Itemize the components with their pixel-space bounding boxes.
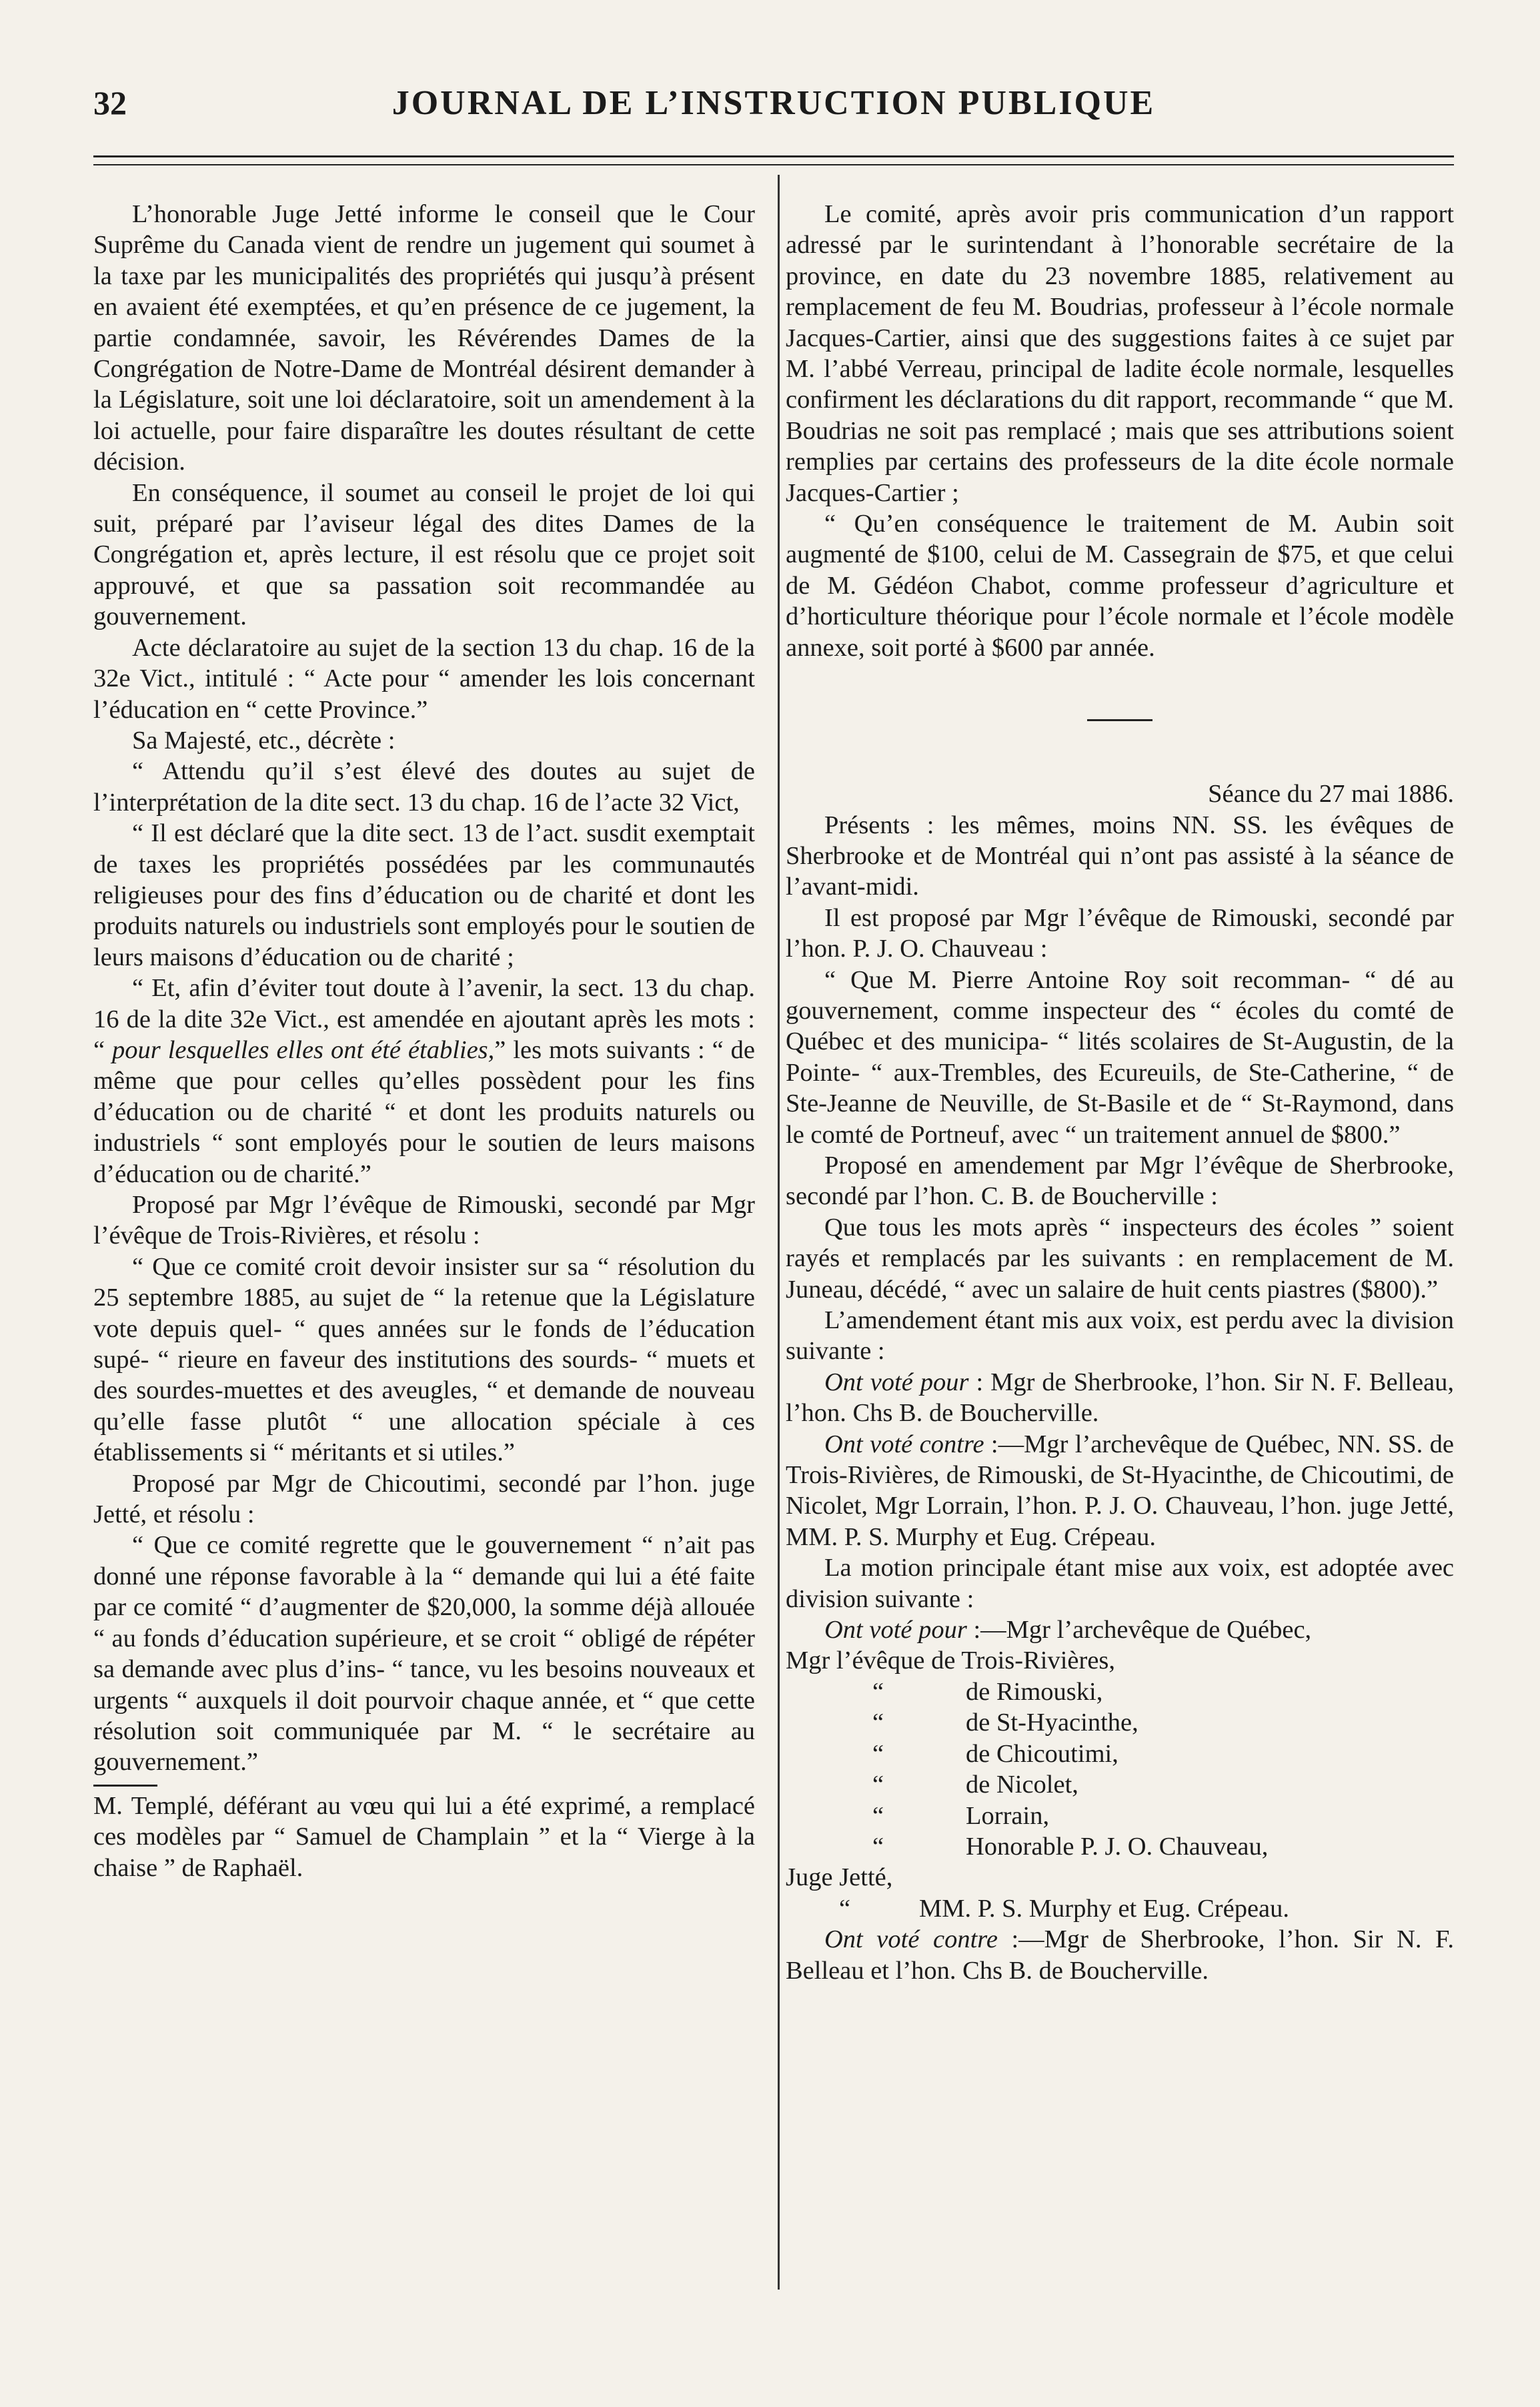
paragraph: “ Que ce comité regrette que le gouvernement “ n’ait pas donné une réponse favorable à la “ demande qui lui a été faite par ce comité “ d’augmenter de $20,000, la somme déjà allouée “ au fonds d’éducation supérieure, et se croit “ obligé de répéter sa demande avec plus d’ins- “ tance, vu les besoins nouveaux et urgents “ auxquels il doit pourvoir chaque année, et “ que cette résolution soit communiquée par M. “ le secrétaire au gouvernement.” — [93, 1531, 755, 1777]
paragraph: “ Il est déclaré que la dite sect. 13 de l’act. susdit exemptait de taxes les propriétés possédées par les communautés religieuses pour des fins d’éducation ou de charité et dont les produits naturels ou industriels sont employés pour le soutien de leurs maisons d’éducation ou de charité ; — [93, 819, 755, 971]
list-item — [786, 1801, 1454, 1831]
paragraph: “ Que M. Pierre Antoine Roy soit recomman- “ dé au gouvernement, comme inspecteur des “ écoles du comté de Québec et des municipa- “ lités scolaires de St-Augustin, de la Pointe- “ aux-Trembles, des Ecureuils, de Ste-Catherine, “ de Ste-Jeanne de Neuville, de St-Basile et de “ St-Raymond, dans le comté de Portneuf, avec “ un traitement annuel de $800.” — [786, 965, 1454, 1149]
vote-text: :—Mgr de Sherbrooke, l’hon. Sir N. F. Belleau et l’hon. Chs B. de Boucherville. — [786, 1925, 1454, 1985]
list-item-text: Honorable P. J. O. Chauveau, — [966, 1832, 1269, 1861]
section-rule — [1087, 719, 1152, 721]
paragraph: La motion principale étant mise aux voix, est adoptée avec division suivante : — [786, 1554, 1454, 1613]
ditto-mark: “ — [872, 1709, 884, 1737]
vote-label: Ont voté pour — [824, 1368, 969, 1396]
list-item-text: de Rimouski, — [966, 1677, 1103, 1706]
ditto-mark: “ — [839, 1894, 851, 1923]
ditto-mark: “ — [872, 1739, 884, 1768]
left-column — [93, 199, 755, 1883]
ditto-mark: “ — [872, 1771, 884, 1799]
list-item — [786, 1831, 1454, 1862]
paragraph: Proposé en amendement par Mgr l’évêque de Sherbrooke, secondé par l’hon. C. B. de Boucherville : — [786, 1151, 1454, 1211]
vote-label: Ont voté contre — [824, 1925, 998, 1954]
paragraph: Proposé par Mgr l’évêque de Rimouski, secondé par Mgr l’évêque de Trois-Rivières, et résolu : — [93, 1191, 755, 1250]
paragraph: Il est proposé par Mgr l’évêque de Rimouski, secondé par l’hon. P. J. O. Chauveau : — [786, 903, 1454, 963]
vote-list — [786, 1645, 1454, 1924]
right-column — [786, 199, 1454, 1986]
ditto-mark: “ — [872, 1801, 884, 1830]
footnote: M. Templé, déférant au vœu qui lui a été exprimé, a remplacé ces modèles par “ Samuel de Champlain ” et la “ Vierge à la chaise ” de Raphaël. — [93, 1791, 755, 1882]
vote-for-1 — [786, 1367, 1454, 1429]
list-item: Juge Jetté, — [786, 1863, 893, 1892]
vote-text: :—Mgr l’archevêque de Québec, NN. SS. de Trois-Rivières, de Rimouski, de St-Hyacinthe, de Chicoutimi, de Nicolet, Mgr Lorrain, l’hon. P. J. O. Chauveau, l’hon. juge Jetté, MM. P. S. Murphy et Eug. Crépeau. — [786, 1430, 1454, 1551]
vote-label: Ont voté pour — [824, 1616, 967, 1644]
ditto-mark: “ — [872, 1832, 884, 1861]
amendment-start: “ Et, afin d’éviter tout doute à l’avenir, la sect. 13 du chap. 16 de la dite 32e Vict., est amendée en ajoutant après les mots : “ — [93, 974, 755, 1064]
vote-against-1 — [786, 1429, 1454, 1553]
list-item-text: de St-Hyacinthe, — [966, 1709, 1138, 1737]
paragraph: “ Que ce comité croit devoir insister sur sa “ résolution du 25 septembre 1885, au sujet de “ la retenue que la Législature vote depuis quel- “ ques années sur le fonds de l’éducation supé- “ rieure en faveur des institutions des sourds- “ muets et des sourdes-muettes et des aveugles, “ et demande de nouveau qu’elle fasse plutôt “ une allocation spéciale à ces établissements si “ méritants et si utiles.” — [93, 1252, 755, 1467]
vote-against-2 — [786, 1924, 1454, 1986]
list-item — [786, 1707, 1454, 1738]
paragraph: L’honorable Juge Jetté informe le conseil que le Cour Suprême du Canada vient de rendre un jugement qui soumet à la taxe par les municipalités des propriétés qui jusqu’à présent en avaient été exemptées, et qu’en présence de ce jugement, la partie condamnée, savoir, les Révérendes Dames de la Congrégation de Notre-Dame de Montréal désirent demander à la Législature, soit une loi déclaratoire, soit un amendement à la loi actuelle, pour faire disparaître les doutes résultant de cette décision. — [93, 200, 755, 476]
list-item — [786, 1769, 1454, 1800]
amendment-end: ” les mots suivants : “ de même que pour celles qu’elles possèdent pour les fins d’éducation ou de charité “ et dont les produits naturels ou industriels “ sont employés pour le soutien de leurs maisons d’éducation ou de charité.” — [93, 1035, 755, 1188]
paragraph: Sa Majesté, etc., décrète : — [132, 726, 396, 755]
list-item — [786, 1893, 1454, 1924]
header-rule-thin — [93, 164, 1454, 165]
vote-for-2 — [786, 1614, 1454, 1645]
paragraph: L’amendement étant mis aux voix, est perdu avec la division suivante : — [786, 1306, 1454, 1366]
vote-label: Ont voté contre — [824, 1430, 984, 1458]
list-item-text: de Nicolet, — [966, 1771, 1078, 1799]
list-item-text: Lorrain, — [966, 1801, 1050, 1830]
paragraph: En conséquence, il soumet au conseil le projet de loi qui suit, préparé par l’aviseur légal des dites Dames de la Congrégation et, après lecture, il est résolu que ce projet soit approuvé, et que sa passation soit recommandée au gouvernement. — [93, 478, 755, 631]
page-header — [93, 83, 1454, 137]
running-title: JOURNAL DE L’INSTRUCTION PUBLIQUE — [392, 84, 1156, 122]
header-rule — [93, 155, 1454, 157]
page-number: 32 — [93, 84, 127, 121]
paragraph: “ Attendu qu’il s’est élevé des doutes au sujet de l’interprétation de la dite sect. 13 du chap. 16 de l’acte 32 Vict, — [93, 757, 755, 817]
paragraph-amendment — [93, 973, 755, 1189]
list-item: Mgr l’évêque de Trois-Rivières, — [786, 1646, 1116, 1675]
ditto-mark: “ — [872, 1677, 884, 1706]
footnote-rule — [93, 1785, 157, 1787]
list-item-text: MM. P. S. Murphy et Eug. Crépeau. — [919, 1894, 1290, 1923]
amendment-italic: pour lesquelles elles ont été établies, — [105, 1035, 495, 1064]
paragraph: Le comité, après avoir pris communication d’un rapport adressé par le surintendant à l’honorable secrétaire de la province, en date du 23 novembre 1885, relativement au remplacement de feu M. Boudrias, professeur à l’école normale Jacques-Cartier, ainsi que des suggestions faites à ce sujet par M. l’abbé Verreau, principal de ladite école normale, lesquelles confirment les déclarations du dit rapport, recommande “ que M. Boudrias ne soit pas remplacé ; mais que ses attributions soient remplies par certains des professeurs de la dite école normale Jacques-Cartier ; — [786, 200, 1454, 507]
list-item-text: de Chicoutimi, — [966, 1739, 1118, 1768]
vote-text: :—Mgr l’archevêque de Québec, — [966, 1616, 1312, 1644]
paragraph: Que tous les mots après “ inspecteurs des écoles ” soient rayés et remplacés par les suivants : en remplacement de M. Juneau, décédé, “ avec un salaire de huit cents piastres ($800).” — [786, 1213, 1454, 1304]
session-heading: Séance du 27 mai 1886. — [1208, 780, 1454, 809]
paragraph: Acte déclaratoire au sujet de la section 13 du chap. 16 de la 32e Vict., intitulé : “ Acte pour “ amender les lois concernant l’éducation en “ cette Province.” — [93, 633, 755, 724]
paragraph: Proposé par Mgr de Chicoutimi, secondé par l’hon. juge Jetté, et résolu : — [93, 1469, 755, 1529]
paragraph: “ Qu’en conséquence le traitement de M. Aubin soit augmenté de $100, celui de M. Cassegrain de $75, et que celui de M. Gédéon Chabot, comme professeur d’agriculture et d’horticulture théorique pour l’école normale et l’école modèle annexe, soit porté à $600 par année. — [786, 510, 1454, 662]
column-divider — [778, 175, 780, 2290]
vote-text: : Mgr de Sherbrooke, l’hon. Sir N. F. Belleau, l’hon. Chs B. de Boucherville. — [786, 1368, 1455, 1428]
paragraph: Présents : les mêmes, moins NN. SS. les évêques de Sherbrooke et de Montréal qui n’ont pas assisté à la séance de l’avant-midi. — [786, 811, 1454, 901]
list-item — [786, 1739, 1454, 1769]
list-item — [786, 1676, 1454, 1707]
